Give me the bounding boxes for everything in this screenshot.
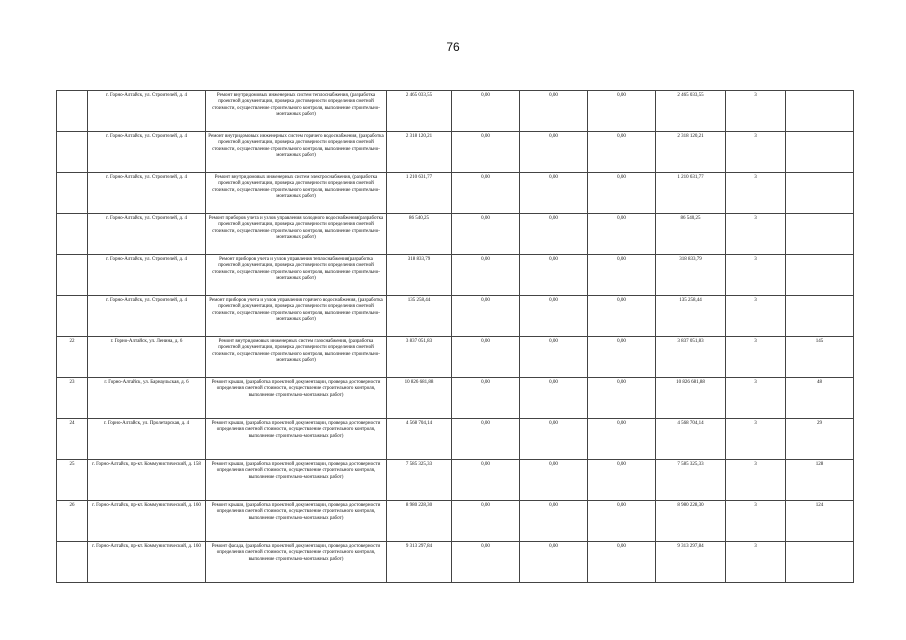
- method-code-cell: 3: [726, 255, 786, 296]
- table-row: [57, 542, 854, 583]
- fund-column-1-cell: 0,00: [452, 255, 520, 296]
- fund-column-2-cell: 0,00: [520, 542, 588, 583]
- fund-column-1-cell: 0,00: [452, 296, 520, 337]
- row-number-cell: [57, 132, 88, 173]
- fund-column-1-cell: 0,00: [452, 337, 520, 378]
- work-description-cell: Ремонт фасада, (разработка проектной документации, проверка достоверности определения сметной стоимости, осуществление строительного контроля, выполнение строительно-монтажных работ): [206, 542, 387, 583]
- fund-column-3-cell: 0,00: [588, 296, 656, 337]
- method-code-cell: 3: [726, 419, 786, 460]
- fund-column-2-cell: 0,00: [520, 460, 588, 501]
- fund-column-2-cell: 0,00: [520, 91, 588, 132]
- total-cost-cell: 135 258,44: [387, 296, 452, 337]
- fund-column-1-cell: 0,00: [452, 378, 520, 419]
- fund-column-1-cell: 0,00: [452, 173, 520, 214]
- fund-column-2-cell: 0,00: [520, 255, 588, 296]
- work-description-cell: Ремонт внутридомовых инженерных систем электроснабжения, (разработка проектной документации, проверка достоверности определения сметной стоимости, осуществление строительного контроля, выполнение строительно-монтажных работ): [206, 173, 387, 214]
- method-code-cell: 3: [726, 173, 786, 214]
- owner-funds-cell: 9 313 297,84: [656, 542, 726, 583]
- row-number-cell: [57, 173, 88, 214]
- fund-column-1-cell: 0,00: [452, 132, 520, 173]
- row-number-cell: [57, 542, 88, 583]
- table-row: [57, 173, 854, 214]
- fund-column-2-cell: 0,00: [520, 501, 588, 542]
- extra-number-cell: [786, 255, 854, 296]
- owner-funds-cell: 4 568 704,14: [656, 419, 726, 460]
- fund-column-3-cell: 0,00: [588, 501, 656, 542]
- table-row: [57, 255, 854, 296]
- address-cell: г. Горно-Алтайск, пр-кт. Коммунистический, д. 160: [88, 542, 206, 583]
- method-code-cell: 3: [726, 501, 786, 542]
- table-row: [57, 132, 854, 173]
- owner-funds-cell: 2 318 120,21: [656, 132, 726, 173]
- total-cost-cell: 86 540,25: [387, 214, 452, 255]
- table-row: [57, 419, 854, 460]
- row-number-cell: [57, 214, 88, 255]
- total-cost-cell: 7 585 325,33: [387, 460, 452, 501]
- extra-number-cell: [786, 132, 854, 173]
- fund-column-3-cell: 0,00: [588, 542, 656, 583]
- total-cost-cell: 2 318 120,21: [387, 132, 452, 173]
- owner-funds-cell: 1 210 631,77: [656, 173, 726, 214]
- work-description-cell: Ремонт внутридомовых инженерных систем теплоснабжения, (разработка проектной документации, проверка достоверности определения сметной стоимости, осуществление строительного контроля, выполнение строительно-монтажных работ): [206, 91, 387, 132]
- owner-funds-cell: 10 826 681,88: [656, 378, 726, 419]
- fund-column-1-cell: 0,00: [452, 214, 520, 255]
- method-code-cell: 3: [726, 337, 786, 378]
- fund-column-3-cell: 0,00: [588, 91, 656, 132]
- table-row: [57, 214, 854, 255]
- work-description-cell: Ремонт приборов учета и узлов управления холодного водоснабжения(разработка проектной документации, проверка достоверности определения сметной стоимости, осуществление строительного контроля, выполнение строительно-монтажных работ): [206, 214, 387, 255]
- fund-column-3-cell: 0,00: [588, 214, 656, 255]
- total-cost-cell: 318 833,79: [387, 255, 452, 296]
- table-row: [57, 460, 854, 501]
- fund-column-2-cell: 0,00: [520, 296, 588, 337]
- owner-funds-cell: 3 837 051,83: [656, 337, 726, 378]
- address-cell: г. Горно-Алтайск, ул. Ленина, д. 6: [88, 337, 206, 378]
- extra-number-cell: 48: [786, 378, 854, 419]
- method-code-cell: 3: [726, 460, 786, 501]
- work-description-cell: Ремонт крыши, (разработка проектной документации, проверка достоверности определения сметной стоимости, осуществление строительного контроля, выполнение строительно-монтажных работ): [206, 378, 387, 419]
- fund-column-3-cell: 0,00: [588, 460, 656, 501]
- extra-number-cell: [786, 173, 854, 214]
- owner-funds-cell: 135 258,44: [656, 296, 726, 337]
- address-cell: г. Горно-Алтайск, ул. Пролетарская, д. 4: [88, 419, 206, 460]
- method-code-cell: 3: [726, 542, 786, 583]
- table-row: [57, 337, 854, 378]
- extra-number-cell: 145: [786, 337, 854, 378]
- extra-number-cell: [786, 296, 854, 337]
- extra-number-cell: 29: [786, 419, 854, 460]
- row-number-cell: 24: [57, 419, 88, 460]
- address-cell: г. Горно-Алтайск, пр-кт. Коммунистический, д. 158: [88, 460, 206, 501]
- work-description-cell: Ремонт внутридомовых инженерных систем газоснабжения, (разработка проектной документации, проверка достоверности определения сметной стоимости, осуществление строительного контроля, выполнение строительно-монтажных работ): [206, 337, 387, 378]
- fund-column-3-cell: 0,00: [588, 419, 656, 460]
- row-number-cell: [57, 296, 88, 337]
- fund-column-2-cell: 0,00: [520, 132, 588, 173]
- fund-column-2-cell: 0,00: [520, 378, 588, 419]
- method-code-cell: 3: [726, 378, 786, 419]
- fund-column-1-cell: 0,00: [452, 460, 520, 501]
- total-cost-cell: 9 313 297,84: [387, 542, 452, 583]
- fund-column-1-cell: 0,00: [452, 501, 520, 542]
- method-code-cell: 3: [726, 91, 786, 132]
- fund-column-2-cell: 0,00: [520, 419, 588, 460]
- fund-column-1-cell: 0,00: [452, 419, 520, 460]
- work-description-cell: Ремонт приборов учета и узлов управления горячего водоснабжения, (разработка проектной документации, проверка достоверности определения сметной стоимости, осуществление строительного контроля, выполнение строительно-монтажных работ): [206, 296, 387, 337]
- table-row: [57, 91, 854, 132]
- address-cell: г. Горно-Алтайск, ул. Строителей, д. 4: [88, 91, 206, 132]
- total-cost-cell: 4 568 704,14: [387, 419, 452, 460]
- table-row: [57, 501, 854, 542]
- address-cell: г. Горно-Алтайск, ул. Строителей, д. 4: [88, 132, 206, 173]
- work-description-cell: Ремонт приборов учета и узлов управления теплоснабжения(разработка проектной документации, проверка достоверности определения сметной стоимости, осуществление строительного контроля, выполнение строительно-монтажных работ): [206, 255, 387, 296]
- row-number-cell: 23: [57, 378, 88, 419]
- total-cost-cell: 3 837 051,83: [387, 337, 452, 378]
- table-row: [57, 378, 854, 419]
- row-number-cell: 22: [57, 337, 88, 378]
- address-cell: г. Горно-Алтайск, ул. Строителей, д. 4: [88, 296, 206, 337]
- total-cost-cell: 1 210 631,77: [387, 173, 452, 214]
- row-number-cell: 25: [57, 460, 88, 501]
- extra-number-cell: [786, 542, 854, 583]
- page-number: 76: [446, 40, 460, 54]
- fund-column-2-cell: 0,00: [520, 173, 588, 214]
- total-cost-cell: 8 980 228,30: [387, 501, 452, 542]
- extra-number-cell: 124: [786, 501, 854, 542]
- fund-column-3-cell: 0,00: [588, 132, 656, 173]
- fund-column-1-cell: 0,00: [452, 542, 520, 583]
- row-number-cell: [57, 91, 88, 132]
- owner-funds-cell: 318 833,79: [656, 255, 726, 296]
- fund-column-3-cell: 0,00: [588, 173, 656, 214]
- address-cell: г. Горно-Алтайск, ул. Строителей, д. 4: [88, 214, 206, 255]
- fund-column-3-cell: 0,00: [588, 337, 656, 378]
- fund-column-1-cell: 0,00: [452, 91, 520, 132]
- extra-number-cell: [786, 214, 854, 255]
- row-number-cell: 26: [57, 501, 88, 542]
- work-description-cell: Ремонт крыши, (разработка проектной документации, проверка достоверности определения сметной стоимости, осуществление строительного контроля, выполнение строительно-монтажных работ): [206, 419, 387, 460]
- fund-column-3-cell: 0,00: [588, 255, 656, 296]
- extra-number-cell: [786, 91, 854, 132]
- work-description-cell: Ремонт крыши, (разработка проектной документации, проверка достоверности определения сметной стоимости, осуществление строительного контроля, выполнение строительно-монтажных работ): [206, 460, 387, 501]
- row-number-cell: [57, 255, 88, 296]
- total-cost-cell: 10 826 681,88: [387, 378, 452, 419]
- work-description-cell: Ремонт внутридомовых инженерных систем горячего водоснабжения, (разработка проектной документации, проверка достоверности определения сметной стоимости, осуществление строительного контроля, выполнение строительно-монтажных работ): [206, 132, 387, 173]
- work-description-cell: Ремонт крыши, (разработка проектной документации, проверка достоверности определения сметной стоимости, осуществление строительного контроля, выполнение строительно-монтажных работ): [206, 501, 387, 542]
- method-code-cell: 3: [726, 132, 786, 173]
- owner-funds-cell: 86 540,25: [656, 214, 726, 255]
- address-cell: г. Горно-Алтайск, ул. Строителей, д. 4: [88, 173, 206, 214]
- fund-column-2-cell: 0,00: [520, 214, 588, 255]
- owner-funds-cell: 8 980 228,30: [656, 501, 726, 542]
- table-row: [57, 296, 854, 337]
- works-table: [56, 90, 854, 583]
- fund-column-2-cell: 0,00: [520, 337, 588, 378]
- address-cell: г. Горно-Алтайск, ул. Строителей, д. 4: [88, 255, 206, 296]
- method-code-cell: 3: [726, 296, 786, 337]
- total-cost-cell: 2 465 033,55: [387, 91, 452, 132]
- address-cell: г. Горно-Алтайск, ул. Барнаульская, д. 6: [88, 378, 206, 419]
- method-code-cell: 3: [726, 214, 786, 255]
- owner-funds-cell: 2 465 033,55: [656, 91, 726, 132]
- extra-number-cell: 128: [786, 460, 854, 501]
- address-cell: г. Горно-Алтайск, пр-кт. Коммунистический, д. 160: [88, 501, 206, 542]
- fund-column-3-cell: 0,00: [588, 378, 656, 419]
- owner-funds-cell: 7 585 325,33: [656, 460, 726, 501]
